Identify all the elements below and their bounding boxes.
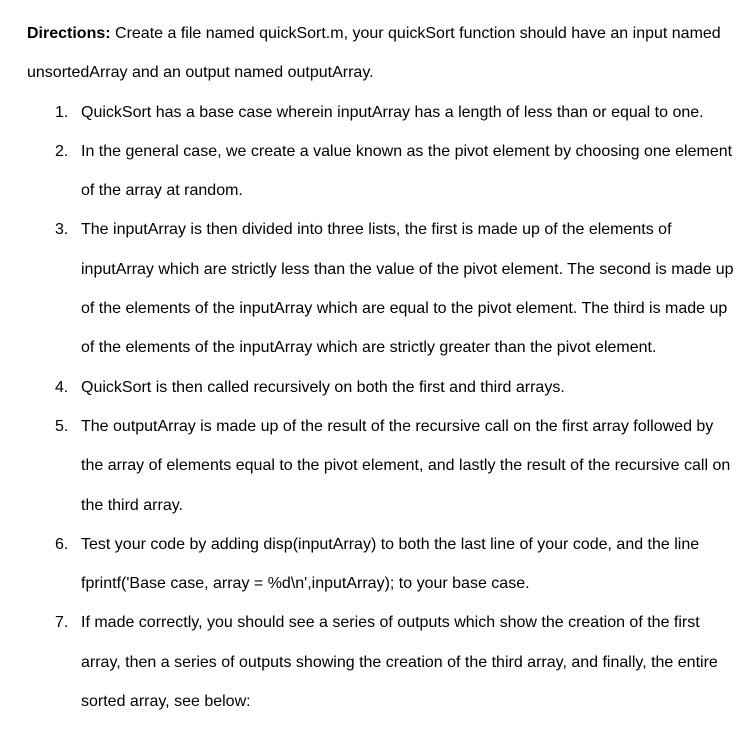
directions-text: Create a file named quickSort.m, your quickSort function should have an input named unsortedArray and an output named outputArray. [27, 25, 721, 82]
step-number: 5. [55, 417, 69, 435]
step-text: The outputArray is made up of the result of the recursive call on the first array followed by the array of elements equal to the pivot element, and lastly the result of the recursive call on the third array. [81, 417, 731, 514]
step-item [27, 132, 752, 211]
step-number: 4. [55, 378, 69, 396]
step-item [27, 210, 752, 367]
step-item [27, 407, 752, 525]
step-number: 1. [55, 103, 69, 121]
step-number: 7. [55, 614, 69, 632]
step-text: Test your code by adding disp(inputArray) to both the last line of your code, and the line fprintf('Base case, array = %d\n',inputArray); to your base case. [81, 535, 700, 593]
step-item [27, 603, 752, 721]
step-item [27, 93, 752, 132]
step-number: 6. [55, 535, 69, 553]
step-number: 3. [55, 221, 69, 239]
step-text: QuickSort has a base case wherein inputArray has a length of less than or equal to one. [81, 103, 704, 121]
step-text: If made correctly, you should see a series of outputs which show the creation of the first array, then a series of outputs showing the creation of the third array, and finally, the entire sorted array, see below: [81, 614, 718, 711]
step-item [27, 525, 752, 604]
step-item [27, 368, 752, 407]
steps-list [27, 93, 752, 722]
step-number: 2. [55, 142, 69, 160]
directions-paragraph [27, 14, 752, 93]
directions-label: Directions: [27, 25, 111, 42]
step-text: In the general case, we create a value known as the pivot element by choosing one element of the array at random. [81, 142, 733, 200]
step-text: QuickSort is then called recursively on both the first and third arrays. [81, 378, 565, 396]
step-text: The inputArray is then divided into three lists, the first is made up of the elements of inputArray which are strictly less than the value of the pivot element. The second is made up of the elements of the inputArray which are equal to the pivot element. The third is made up of the elements of the inputArray which are strictly greater than the pivot element. [81, 221, 734, 357]
